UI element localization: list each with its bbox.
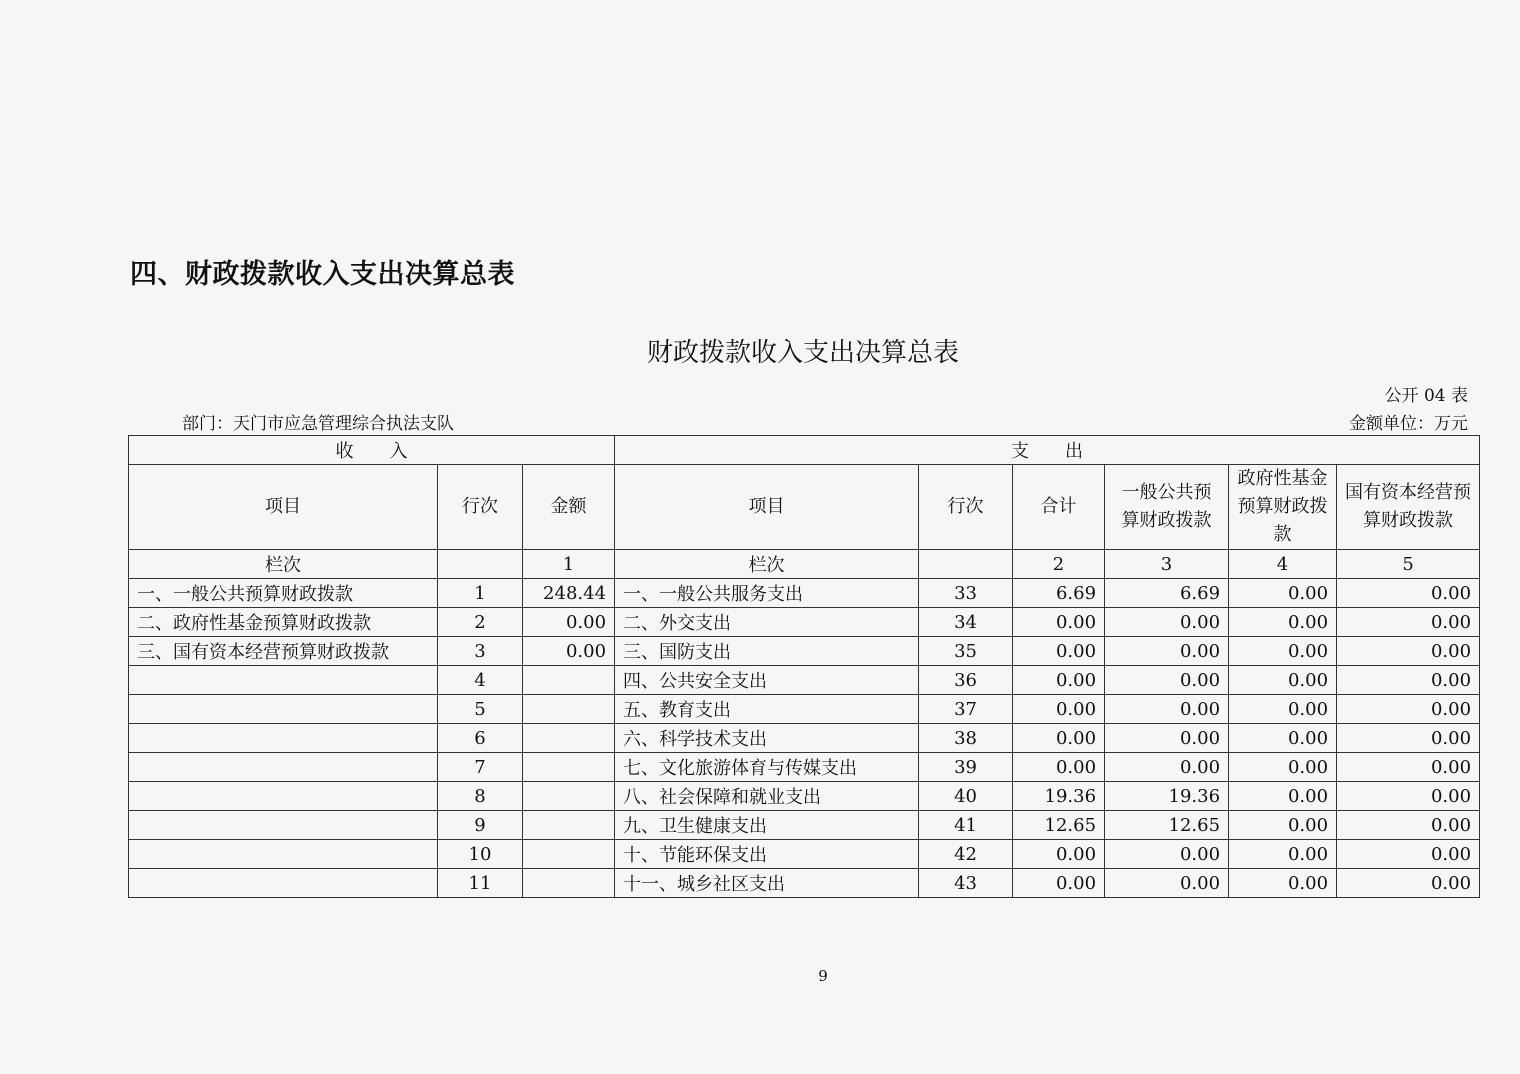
total-header: 合计 xyxy=(1013,465,1105,550)
gov-fund-cell: 0.00 xyxy=(1229,608,1337,637)
table-row xyxy=(129,782,1480,811)
table-row xyxy=(129,724,1480,753)
income-row-cell: 11 xyxy=(438,869,523,898)
income-item-cell: 三、国有资本经营预算财政拨款 xyxy=(129,637,438,666)
gov-fund-cell: 0.00 xyxy=(1229,753,1337,782)
expense-item-cell: 三、国防支出 xyxy=(615,637,919,666)
income-amount-cell xyxy=(523,782,615,811)
income-row-cell: 5 xyxy=(438,695,523,724)
table-row xyxy=(129,753,1480,782)
general-budget-cell: 0.00 xyxy=(1105,666,1229,695)
income-row-cell: 10 xyxy=(438,840,523,869)
table-row xyxy=(129,869,1480,898)
income-amount-column-number: 1 xyxy=(523,550,615,579)
general-budget-cell: 0.00 xyxy=(1105,695,1229,724)
income-amount-cell: 248.44 xyxy=(523,579,615,608)
appropriation-table xyxy=(128,435,1480,898)
income-item-cell xyxy=(129,811,438,840)
state-capital-cell: 0.00 xyxy=(1337,811,1480,840)
income-row-cell: 2 xyxy=(438,608,523,637)
group-header-row xyxy=(129,436,1480,465)
total-cell: 0.00 xyxy=(1013,666,1105,695)
general-budget-cell: 0.00 xyxy=(1105,608,1229,637)
department-label: 部门：天门市应急管理综合执法支队 xyxy=(182,414,454,434)
expense-item-cell: 十一、城乡社区支出 xyxy=(615,869,919,898)
income-item-cell xyxy=(129,869,438,898)
gov-fund-cell: 0.00 xyxy=(1229,637,1337,666)
table-row xyxy=(129,579,1480,608)
income-item-cell: 二、政府性基金预算财政拨款 xyxy=(129,608,438,637)
general-budget-cell: 19.36 xyxy=(1105,782,1229,811)
income-item-cell: 一、一般公共预算财政拨款 xyxy=(129,579,438,608)
income-row-cell: 7 xyxy=(438,753,523,782)
income-amount-header: 金额 xyxy=(523,465,615,550)
expense-row-cell: 34 xyxy=(919,608,1013,637)
income-item-cell xyxy=(129,782,438,811)
column-number-row xyxy=(129,550,1480,579)
general-budget-header: 一般公共预算财政拨款 xyxy=(1105,465,1229,550)
total-cell: 19.36 xyxy=(1013,782,1105,811)
total-cell: 0.00 xyxy=(1013,637,1105,666)
total-cell: 0.00 xyxy=(1013,608,1105,637)
income-item-cell xyxy=(129,724,438,753)
empty-cell xyxy=(919,550,1013,579)
expense-item-cell: 一、一般公共服务支出 xyxy=(615,579,919,608)
expense-item-cell: 七、文化旅游体育与传媒支出 xyxy=(615,753,919,782)
general-budget-cell: 0.00 xyxy=(1105,869,1229,898)
expense-item-header: 项目 xyxy=(615,465,919,550)
state-capital-cell: 0.00 xyxy=(1337,637,1480,666)
total-cell: 0.00 xyxy=(1013,695,1105,724)
state-capital-cell: 0.00 xyxy=(1337,840,1480,869)
state-capital-cell: 0.00 xyxy=(1337,869,1480,898)
state-capital-cell: 0.00 xyxy=(1337,724,1480,753)
state-capital-cell: 0.00 xyxy=(1337,608,1480,637)
column-header-row xyxy=(129,465,1480,550)
income-item-cell xyxy=(129,840,438,869)
expense-group-header: 支 出 xyxy=(615,436,1480,465)
page-number: 9 xyxy=(818,967,828,985)
income-item-cell xyxy=(129,695,438,724)
expense-row-cell: 37 xyxy=(919,695,1013,724)
gov-fund-cell: 0.00 xyxy=(1229,666,1337,695)
general-budget-cell: 0.00 xyxy=(1105,724,1229,753)
state-capital-cell: 0.00 xyxy=(1337,695,1480,724)
expense-item-cell: 六、科学技术支出 xyxy=(615,724,919,753)
table-title: 财政拨款收入支出决算总表 xyxy=(646,338,959,368)
income-amount-cell xyxy=(523,811,615,840)
income-row-cell: 9 xyxy=(438,811,523,840)
income-item-header: 项目 xyxy=(129,465,438,550)
table-row xyxy=(129,840,1480,869)
state-capital-cell: 0.00 xyxy=(1337,782,1480,811)
income-amount-cell: 0.00 xyxy=(523,608,615,637)
expense-item-cell: 十、节能环保支出 xyxy=(615,840,919,869)
general-budget-cell: 6.69 xyxy=(1105,579,1229,608)
gov-fund-cell: 0.00 xyxy=(1229,869,1337,898)
expense-row-cell: 43 xyxy=(919,869,1013,898)
income-amount-cell xyxy=(523,695,615,724)
income-row-header: 行次 xyxy=(438,465,523,550)
total-column-number: 2 xyxy=(1013,550,1105,579)
income-row-cell: 4 xyxy=(438,666,523,695)
state-capital-header: 国有资本经营预算财政拨款 xyxy=(1337,465,1480,550)
expense-item-cell: 二、外交支出 xyxy=(615,608,919,637)
expense-row-cell: 36 xyxy=(919,666,1013,695)
income-row-cell: 6 xyxy=(438,724,523,753)
unit-label: 金额单位：万元 xyxy=(1349,414,1468,434)
income-amount-cell xyxy=(523,724,615,753)
expense-item-cell: 八、社会保障和就业支出 xyxy=(615,782,919,811)
gov-fund-column-number: 4 xyxy=(1229,550,1337,579)
gov-fund-cell: 0.00 xyxy=(1229,811,1337,840)
state-capital-cell: 0.00 xyxy=(1337,753,1480,782)
total-cell: 0.00 xyxy=(1013,840,1105,869)
gov-fund-cell: 0.00 xyxy=(1229,724,1337,753)
expense-row-cell: 39 xyxy=(919,753,1013,782)
gov-fund-cell: 0.00 xyxy=(1229,695,1337,724)
state-capital-cell: 0.00 xyxy=(1337,579,1480,608)
expense-item-cell: 四、公共安全支出 xyxy=(615,666,919,695)
expense-row-cell: 42 xyxy=(919,840,1013,869)
gov-fund-header: 政府性基金预算财政拨款 xyxy=(1229,465,1337,550)
income-row-cell: 8 xyxy=(438,782,523,811)
income-amount-cell xyxy=(523,869,615,898)
expense-row-cell: 38 xyxy=(919,724,1013,753)
total-cell: 0.00 xyxy=(1013,753,1105,782)
expense-row-cell: 35 xyxy=(919,637,1013,666)
state-capital-column-number: 5 xyxy=(1337,550,1480,579)
empty-cell xyxy=(438,550,523,579)
general-budget-cell: 0.00 xyxy=(1105,637,1229,666)
general-budget-cell: 12.65 xyxy=(1105,811,1229,840)
expense-row-header: 行次 xyxy=(919,465,1013,550)
gov-fund-cell: 0.00 xyxy=(1229,840,1337,869)
expense-row-cell: 40 xyxy=(919,782,1013,811)
total-cell: 0.00 xyxy=(1013,869,1105,898)
expense-row-cell: 41 xyxy=(919,811,1013,840)
table-row xyxy=(129,666,1480,695)
general-budget-cell: 0.00 xyxy=(1105,753,1229,782)
expense-item-cell: 九、卫生健康支出 xyxy=(615,811,919,840)
section-heading: 四、财政拨款收入支出决算总表 xyxy=(130,259,515,290)
form-code: 公开 04 表 xyxy=(1384,386,1468,406)
table-row xyxy=(129,811,1480,840)
expense-item-cell: 五、教育支出 xyxy=(615,695,919,724)
table-row xyxy=(129,695,1480,724)
state-capital-cell: 0.00 xyxy=(1337,666,1480,695)
expense-row-cell: 33 xyxy=(919,579,1013,608)
general-column-number: 3 xyxy=(1105,550,1229,579)
income-column-label: 栏次 xyxy=(129,550,438,579)
total-cell: 0.00 xyxy=(1013,724,1105,753)
gov-fund-cell: 0.00 xyxy=(1229,782,1337,811)
total-cell: 12.65 xyxy=(1013,811,1105,840)
gov-fund-cell: 0.00 xyxy=(1229,579,1337,608)
table-row xyxy=(129,608,1480,637)
general-budget-cell: 0.00 xyxy=(1105,840,1229,869)
income-amount-cell xyxy=(523,840,615,869)
income-group-header: 收 入 xyxy=(129,436,615,465)
table-row xyxy=(129,637,1480,666)
income-item-cell xyxy=(129,753,438,782)
total-cell: 6.69 xyxy=(1013,579,1105,608)
income-row-cell: 1 xyxy=(438,579,523,608)
income-amount-cell xyxy=(523,666,615,695)
income-amount-cell: 0.00 xyxy=(523,637,615,666)
income-row-cell: 3 xyxy=(438,637,523,666)
expense-column-label: 栏次 xyxy=(615,550,919,579)
income-amount-cell xyxy=(523,753,615,782)
income-item-cell xyxy=(129,666,438,695)
